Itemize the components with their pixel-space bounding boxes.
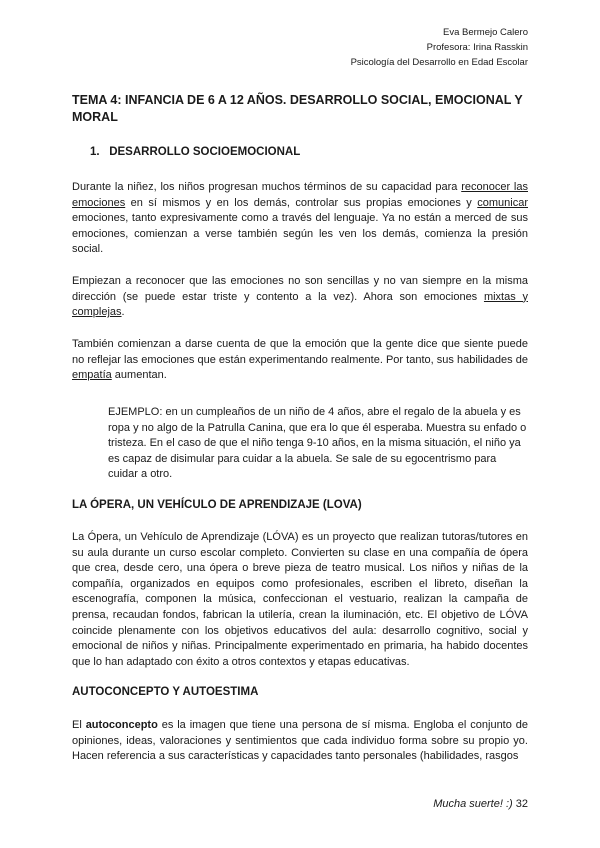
underlined-term: empatía (72, 369, 112, 382)
underlined-term: reconocer las emociones (72, 181, 528, 209)
page-number: 32 (515, 798, 528, 810)
underlined-term: comunicar (477, 196, 528, 209)
text: aumentan. (111, 369, 167, 382)
header-course: Psicología del Desarrollo en Edad Escolar (350, 57, 528, 68)
text: . (121, 306, 125, 319)
document-title: TEMA 4: INFANCIA DE 6 A 12 AÑOS. DESARROLLO SOCIAL, EMOCIONAL Y MORAL (72, 93, 523, 124)
page-header (351, 25, 528, 70)
section-heading-socioemocional (90, 146, 300, 158)
paragraph-autoconcepto (72, 718, 528, 765)
footer-quote: Mucha suerte! :) (433, 798, 513, 810)
section-heading-autoconcepto: AUTOCONCEPTO Y AUTOESTIMA (72, 686, 259, 698)
page-footer (433, 798, 528, 810)
bold-term: autoconcepto (85, 719, 158, 731)
header-teacher: Profesora: Irina Rasskin (426, 42, 528, 53)
paragraph-empatia (72, 337, 528, 384)
text: También comienzan a darse cuenta de que la emoción que la gente dice que siente puede no reflejar las emociones que están experimentando realmente. Por tanto, sus habilidades de (72, 338, 528, 366)
text: en sí mismos y en los demás, controlar sus propias emociones y (125, 196, 478, 209)
section-number: 1. (90, 146, 100, 158)
header-author: Eva Bermejo Calero (442, 27, 528, 38)
paragraph-emociones (72, 180, 528, 258)
example-block: EJEMPLO: en un cumpleaños de un niño de 4 años, abre el regalo de la abuela y es ropa y no algo de la Patrulla Canina, que era lo que él esperaba. Muestra su enfado o tristeza. En el caso de que el niño tenga 9-10 años, en la misma situación, el niño ya es capaz de disimular para cuidar a la abuela. Se sale de su egocentrismo para cuidar a otro. (108, 406, 527, 481)
text: Empiezan a reconocer que las emociones no son sencillas y no van siempre en la misma dirección (se puede estar triste y contento a la vez). Ahora son emociones (72, 275, 528, 303)
paragraph-mixtas (72, 274, 528, 321)
text: Durante la niñez, los niños progresan muchos términos de su capacidad para (72, 181, 462, 193)
paragraph-lova: La Ópera, un Vehículo de Aprendizaje (LÓVA) es un proyecto que realizan tutoras/tutores en su aula durante un curso escolar completo. Convierten su clase en una compañía de ópera que crea, desde cero, una ópera o breve pieza de teatro musical. Los niños y niñas de la compañía, organizados en equipos como profesionales, escriben el libreto, diseñan la escenografía, componen la música, confeccionan el vestuario, realizan la campaña de prensa, recaudan fondos, fabrican la utilería, crean la iluminación, etc. El objetivo de LÓVA coincide plenamente con los objetivos educativos del aula: desarrollo cognitivo, social y emocional de niños y niñas. Principalmente experimentado en primaria, ha habido docentes que lo han adaptado con éxito a otros contextos y etapas educativas. (72, 531, 528, 668)
text: emociones, tanto expresivamente como a través del lenguaje. Ya no están a merced de sus emociones, comienzan a verse también según les ven los demás, comienza la presión social. (72, 212, 528, 256)
section-heading-lova: LA ÓPERA, UN VEHÍCULO DE APRENDIZAJE (LOVA) (72, 499, 362, 511)
text: es la imagen que tiene una persona de sí misma. Engloba el conjunto de opiniones, ideas, valoraciones y sentimientos que cada individuo forma sobre su propio yo. Hacen referencia a sus características y capacidades tanto personales (habilidades, rasgos (72, 719, 528, 763)
underlined-term: mixtas y complejas (72, 290, 528, 319)
section-title: DESARROLLO SOCIOEMOCIONAL (109, 146, 301, 158)
text: El (72, 719, 86, 731)
